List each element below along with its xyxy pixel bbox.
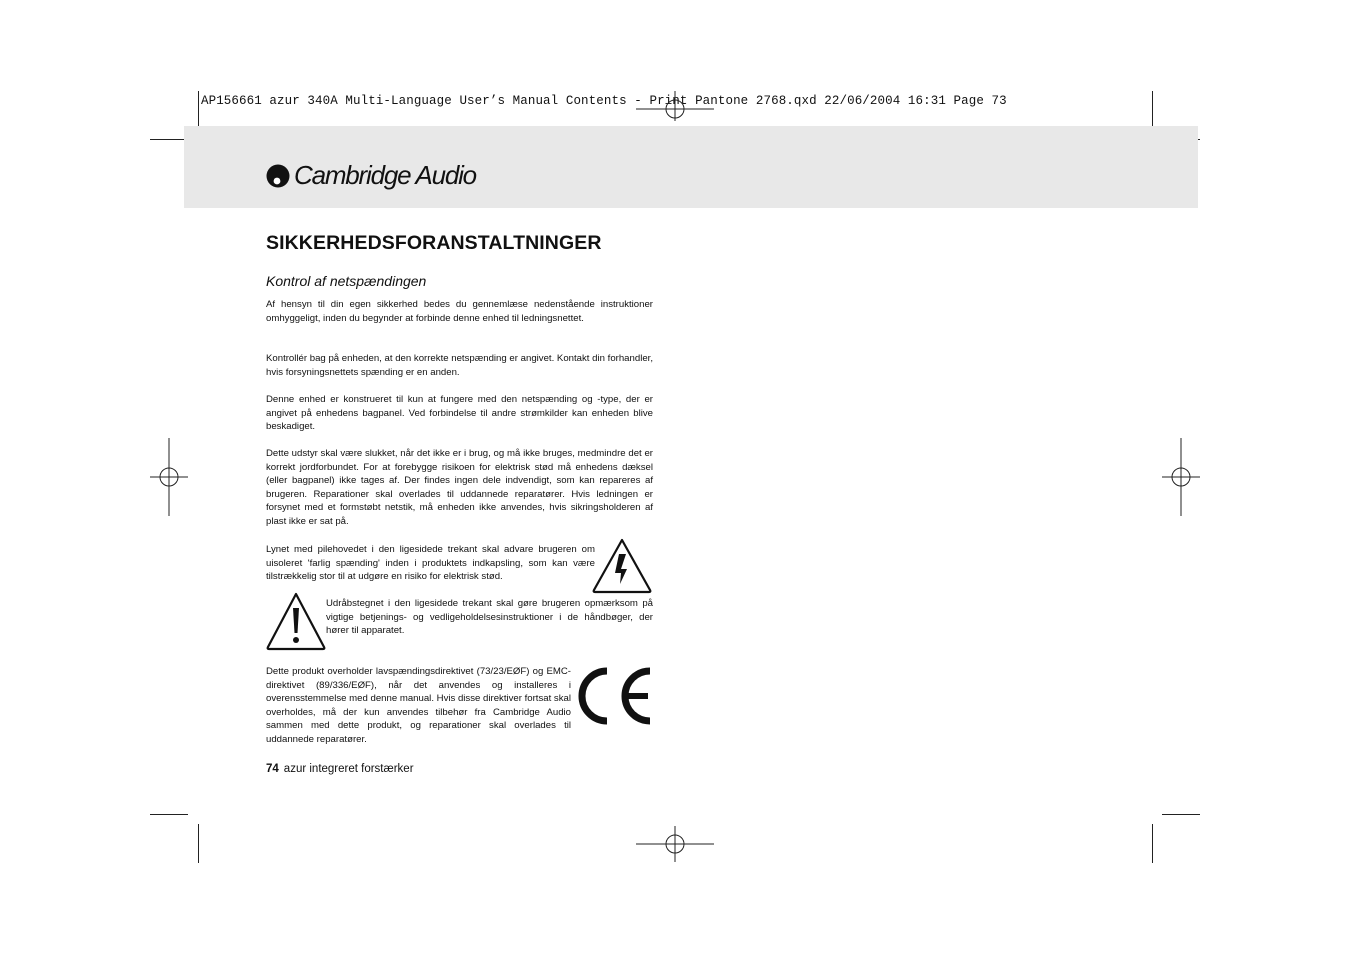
crop-mark	[1162, 814, 1200, 815]
registration-mark-icon	[1162, 438, 1200, 516]
crop-mark	[198, 824, 199, 863]
page-number: 74	[266, 763, 279, 775]
ce-mark-icon	[576, 667, 654, 725]
crop-mark	[198, 91, 199, 130]
paragraph: Kontrollér bag på enheden, at den korrekte netspænding er angivet. Kontakt din forhandler, hvis forsyningsnettets spænding er en anden.	[266, 353, 653, 378]
crop-mark	[150, 139, 188, 140]
registration-mark-icon	[636, 826, 714, 862]
crop-mark	[1152, 824, 1153, 863]
paragraph: Dette udstyr skal være slukket, når det ikke er i brug, og må ikke bruges, medmindre det er korrekt jordforbundet. For at forebygge risikoen for elektrisk stød må enhedens dæksel (eller bagpanel) ikke tages af. Der findes ingen dele indvendigt, som kan repareres af brugeren. Reparationer skal overlades til uddannede reparatører. Hvis ledningen er forsynet med et formstøbt netstik, må enheden ikke anvendes, hvis sikringsholderen af plast ikke er sat på.	[266, 448, 653, 527]
section-title: Kontrol af netspændingen	[266, 273, 427, 289]
file-slug-line: AP156661 azur 340A Multi-Language User’s Manual Contents - Print Pantone 2768.qxd 22/06/2004 16:31 Page 73	[201, 94, 1007, 108]
paragraph: Af hensyn til din egen sikkerhed bedes du gennemlæse nedenstående instruktioner omhyggeligt, inden du begynder at forbinde denne enhed til ledningsnettet.	[266, 299, 653, 324]
exclamation-warning-icon	[265, 591, 327, 651]
registration-mark-icon	[636, 91, 714, 121]
footer-text: azur integreret forstærker	[283, 763, 414, 775]
page-footer	[266, 763, 414, 775]
brand-logo	[266, 160, 476, 191]
lightning-warning-text: Lynet med pilehovedet i den ligesidede trekant skal advare brugeren om uisoleret 'farlig spænding' inden i produktets indkapsling, som kan være tilstrækkelig stor til at udgøre en risiko for elektrisk stød.	[266, 544, 595, 583]
exclamation-warning-text: Udråbstegnet i den ligesidede trekant skal gøre brugeren opmærksom på vigtige betjenings- og vedligeholdelsesinstruktioner i de håndbøger, der hører til apparatet.	[326, 598, 653, 637]
logo-wordmark: Cambridge Audio	[294, 160, 476, 190]
electric-shock-warning-icon	[591, 537, 653, 594]
crop-mark	[1152, 91, 1153, 130]
ce-conformity-text: Dette produkt overholder lavspændingsdirektivet (73/23/EØF) og EMC-direktivet (89/336/EØF), når det anvendes og installeres i overensstemmelse med denne manual. Hvis disse direktiver fortsat skal overholdes, må der kun anvendes tilbehør fra Cambridge Audio sammen med dette produkt, og reparationer skal overlades til uddannede reparatører.	[266, 666, 571, 745]
paragraph: Denne enhed er konstrueret til kun at fungere med den netspænding og -type, der er angivet på enhedens bagpanel. Ved forbindelse til andre strømkilder kan enheden blive beskadiget.	[266, 394, 653, 433]
registration-mark-icon	[150, 438, 188, 516]
crop-mark	[150, 814, 188, 815]
cambridge-audio-logo-icon	[266, 164, 290, 188]
page-title: SIKKERHEDSFORANSTALTNINGER	[266, 232, 602, 254]
